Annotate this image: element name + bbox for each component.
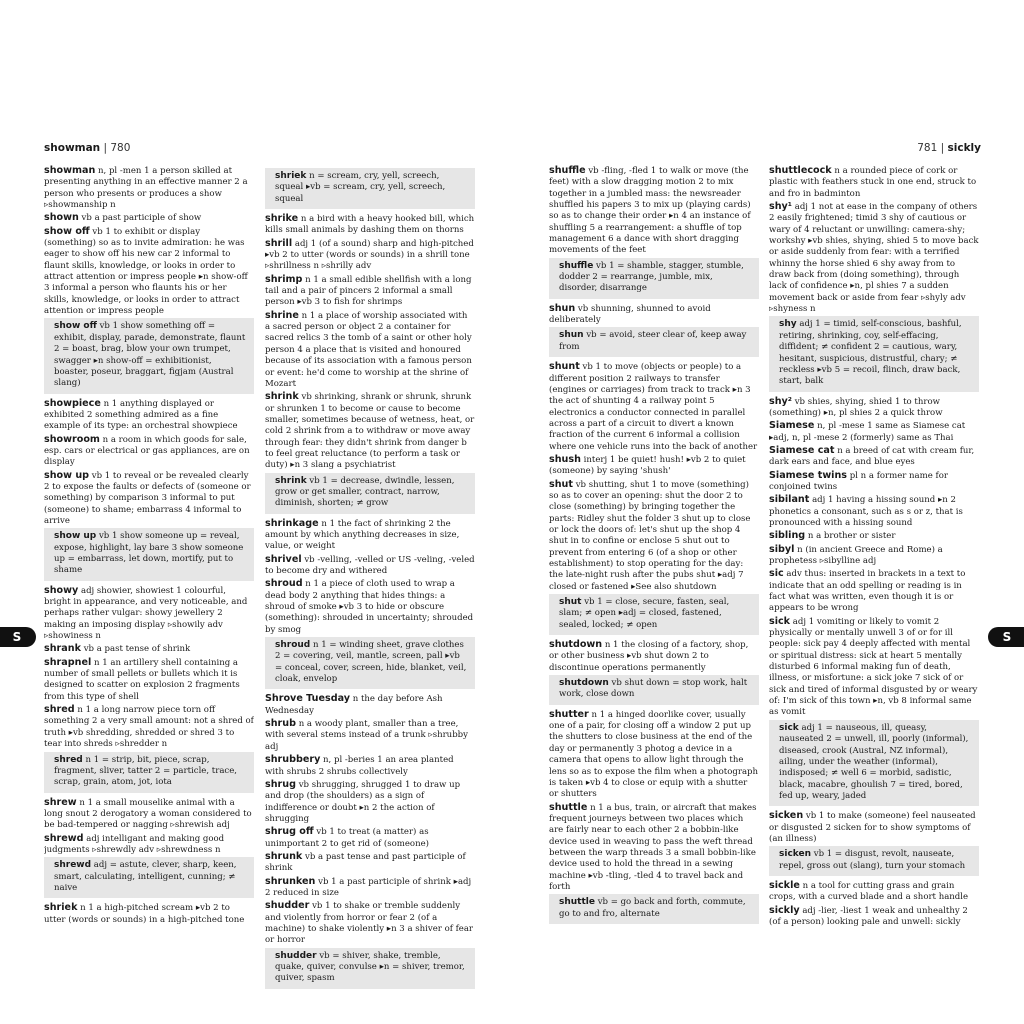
headword: sibling [769,530,806,542]
definition: vb shrugging, shrugged 1 to draw up and drop (the shoulders) as a sign of indifference or doubt ▸n 2 the action of shrugging [265,779,461,824]
dictionary-entry [265,693,475,717]
thesaurus-box [549,327,759,357]
definition: adj 1 (of a sound) sharp and high-pitched ▸vb 2 to utter (words or sounds) in a shrill tone ▹shrillness n ▹shrilly adv [265,238,474,272]
definition: n = scream, cry, yell, screech, squeal ▸vb = scream, cry, yell, screech, squeal [275,171,446,204]
definition: n 1 = winding sheet, grave clothes 2 = covering, veil, mantle, screen, pall ▸vb = conceal, cover, screen, hide, blanket, veil, cloak, envelop [275,640,467,685]
dictionary-entry [549,303,759,327]
headword: shuffle [549,165,586,176]
thesaurus-box [769,316,979,391]
headword: showman [44,165,96,176]
dictionary-entry [769,810,979,845]
definition: n 1 a piece of cloth used to wrap a dead body 2 anything that hides things: a shroud of smoke ▸vb 3 to hide or obscure (something): shrouded in uncertainty; shrouded by smog [265,579,474,635]
dictionary-entry [265,554,475,578]
headword: sicken [769,810,804,822]
headword: shun [559,330,584,341]
definition: vb -fling, -fled 1 to walk or move (the feet) with a slow dragging motion 2 to mix together in a jumbled mass: the newsreader shuffled his papers 3 to mix up (playing cards) so as to change their order ▸n 4 an instance of shuffling 5 a rearrangement: a shuffle of top management 6 a dance with short dragging movements of the feet [549,166,751,256]
headword: shrug [265,778,296,790]
thumb-index-tab-left: S [0,627,36,647]
definition: n 1 = strip, bit, piece, scrap, fragment, sliver, tatter 2 = particle, trace, scrap, grain, atom, jot, iota [54,754,237,788]
headword: show up [54,531,97,542]
headword: shy¹ [769,201,792,213]
dictionary-entry [265,754,475,778]
definition: n 1 a hinged doorlike cover, usually one of a pair, for closing off a window 2 put up the shutters to close business at the end of the day or permanently 3 photog a device in a camera that opens to allow light through the lens so as to expose the film when a photograph is taken ▸vb 4 to close or equip with a shutter or shutters [549,709,759,800]
definition: vb = shiver, shake, tremble, quake, quiver, convulse ▸n = shiver, tremor, quiver, spasm [275,950,465,984]
headword: show up [44,469,90,481]
headword: showroom [44,433,100,445]
dictionary-entry [44,398,254,433]
headword: shrewd [44,832,84,844]
right-page-number: 781 [917,142,938,154]
definition: vb 1 to make (someone) feel nauseated or disgusted 2 sicken for to show symptoms of (an illness) [769,811,976,844]
definition: vb = avoid, steer clear of, keep away from [559,330,747,352]
definition: vb 1 to reveal or be revealed clearly 2 to expose the faults or defects of (someone or something) by comparison 3 informal to put (someone) to shame; embarrass 4 informal to arrive [44,470,251,526]
dictionary-entry [549,639,759,674]
dictionary-entry [769,905,979,929]
definition: adj intelligant and making good judgments ▹shrewdly adv ▹shrewdness n [44,833,225,855]
dictionary-entry [265,213,475,237]
right-page-header: 781 | sickly [917,142,981,154]
dictionary-entry [265,900,475,946]
headword: shroud [265,578,303,590]
headword: shush [549,453,581,465]
dictionary-entry [265,851,475,875]
definition: vb shutting, shut 1 to move (something) so as to cover an opening: shut the door 2 to close (something) by bringing together the parts: Ridley shut the folder 3 shut up to close or lock the doors of: let's shut up the shop 4 shut in to confine or enclose 5 shut out to prevent from entering 6 (of a shop or other establishment) to stop operating for the day: the late-night rush after the pubs shut ▸adj 7 closed or fastened ▸See also shutdown [549,479,751,592]
definition: n 1 an artillery shell containing a number of small pellets or bullets which it is designed to scatter on explosion 2 fragments from this type of shell [44,657,240,702]
dictionary-entry [44,833,254,857]
definition: n 1 a place of worship associated with a sacred person or object 2 a container for sacred relics 3 the tomb of a saint or other holy person 4 a place that is visited and honoured because of its association with a famous person or event: he'd come to worship at the shrine of Mozart [265,310,472,389]
definition: n 1 a long narrow piece torn off something 2 a very small amount: not a shred of truth ▸vb shredding, shredded or shred 3 to tear into shreds ▹shredder n [44,705,254,750]
definition: n a rounded piece of cork or plastic with feathers stuck in one end, struck to and fro in badminton [769,166,977,199]
headword: shrubbery [265,754,321,766]
dictionary-entry [44,585,254,643]
thesaurus-box [549,594,759,635]
thesaurus-box [265,948,475,989]
dictionary-entry [549,165,759,257]
definition: vb a past participle of show [81,213,202,224]
headword: shy² [769,395,792,407]
headword: shriek [44,902,78,914]
dictionary-entry [769,544,979,568]
headword: sickly [769,904,800,916]
headword: shroud [275,640,311,651]
dictionary-entry [769,530,979,542]
headword: shut [549,478,573,490]
headword: shriek [275,171,307,181]
headword: sick [769,615,791,627]
headword: Siamese cat [769,444,835,456]
headword: shrunken [265,875,316,887]
definition: n a woody plant, smaller than a tree, with several stems instead of a trunk ▹shrubby adj [265,719,468,752]
headword: shrimp [265,273,303,285]
headword: Shrove Tuesday [265,693,350,705]
definition: pl n a former name for conjoined twins [769,470,948,492]
thesaurus-box [769,846,979,876]
headword: shudder [265,900,310,912]
definition: n 1 a bus, train, or aircraft that makes frequent journeys between two places which are fairly near to each other 2 a bobbin-like device used in weaving to pass the weft thread between the warp threads 3 a small bobbin-like device used to hold the thread in a sewing machine ▸vb -tling, -tled 4 to travel back and forth [549,802,757,892]
headword: shrewd [54,860,92,871]
definition: n, pl -beries 1 an area planted with shrubs 2 shrubs collectively [265,755,454,777]
dictionary-entry [265,578,475,636]
definition: n 1 the fact of shrinking 2 the amount by which anything decreases in size, value, or weight [265,518,460,552]
dictionary-entry [769,880,979,904]
dictionary-entry [44,165,254,211]
headword: shrew [44,796,77,808]
definition: n 1 anything displayed or exhibited 2 something admired as a fine example of its type: an orchestral showpiece [44,398,238,432]
headword: sick [779,722,799,733]
headword: sibilant [769,494,810,506]
dictionary-entry [265,876,475,900]
headword: sic [769,568,784,580]
definition: adj 1 not at ease in the company of others 2 easily frightened; timid 3 shy of cautious or wary of 4 reluctant or unwilling: camera-shy; workshy ▸vb shies, shying, shied 5 to move back or aside suddenly from fear: with a terrified whinny the horse shied 6 shy away from to draw back from (doing something), through lack of confidence ▸n, pl shies 7 a sudden movement back or aside from fear ▹shyly adv ▹shyness n [769,202,979,315]
definition: vb 1 show something off = exhibit, display, parade, demonstrate, flaunt 2 = boast, brag, blow your own trumpet, swagger ▸n show-off = exhibitionist, boaster, poseur, braggart, figjam (Austral slang) [54,321,246,389]
definition: vb -velling, -velled or US -veling, -veled to become dry and withered [265,554,475,576]
dictionary-entry [265,779,475,825]
headword: shutdown [559,678,609,689]
definition: n a breed of cat with cream fur, dark ears and face, and blue eyes [769,445,975,468]
column-3 [549,165,759,928]
dictionary-entry [44,212,254,224]
headword: shy [779,319,797,330]
left-page-number: 780 [110,142,131,154]
definition: n a bird with a heavy hooked bill, which kills small animals by dashing them on thorns [265,214,475,236]
headword: show off [44,225,90,237]
headword: shrine [265,309,299,321]
dictionary-entry [769,470,979,494]
dictionary-entry [769,165,979,200]
dictionary-entry [265,310,475,390]
dictionary-entry [44,226,254,318]
headword: Siamese [769,420,815,432]
dictionary-entry [769,396,979,420]
definition: adj 1 having a hissing sound ▸n 2 phonetics a consonant, such as s or z, that is pronounced with a hissing sound [769,495,963,528]
definition: vb 1 show someone up = reveal, expose, highlight, lay bare 3 show someone up = embarrass, let down, mortify, put to shame [54,531,244,576]
dictionary-entry [44,434,254,469]
dictionary-entry [549,709,759,801]
definition: n 1 a small mouselike animal with a long snout 2 derogatory a woman considered to be bad-tempered or nagging ▹shrewish adj [44,797,252,831]
headword: shrug off [265,826,314,838]
definition: vb 1 = disgust, revolt, nauseate, repel, gross out (slang), turn your stomach [779,849,966,871]
headword: shut [559,597,582,608]
thesaurus-box [265,473,475,514]
headword: shuttlecock [769,165,832,176]
headword: shrinkage [265,517,319,529]
column-2 [265,165,475,993]
dictionary-entry [44,470,254,528]
headword: shrink [275,475,307,486]
thesaurus-box [44,528,254,580]
headword: showpiece [44,397,101,409]
definition: n, pl -men 1 a person skilled at presenting anything in an effective manner 2 a person who presents or produces a show ▹showmanship n [44,166,248,211]
thesaurus-box [265,168,475,209]
definition: n, pl -mese 1 same as Siamese cat ▸adj, n, pl -mese 2 (formerly) same as Thai [769,421,966,443]
dictionary-entry [265,718,475,753]
definition: n a room in which goods for sale, esp. cars or electrical or gas appliances, are on display [44,434,250,468]
headword: show off [54,321,97,332]
headword: shrub [265,718,296,730]
headword: Siamese twins [769,469,848,481]
dictionary-entry [44,797,254,832]
column-4 [769,165,979,928]
dictionary-entry [265,826,475,850]
thesaurus-box [769,720,979,806]
dictionary-entry [549,361,759,453]
dictionary-entry [44,902,254,926]
headword: shuffle [559,260,594,271]
definition: vb 1 a past participle of shrink ▸adj 2 reduced in size [265,876,472,898]
headword: shrink [265,391,299,403]
left-guide-word: showman [44,142,101,154]
definition: adj 1 = nauseous, ill, queasy, nauseated 2 = unwell, ill, poorly (informal), diseased, crook (Austral, NZ informal), ailing, under the weather (informal), indisposed; ≠ well 6 = morbid, sadistic, black, macabre, ghoulish 7 = tired, bored, fed up, weary, jaded [779,722,969,801]
headword: shown [44,212,79,224]
definition: vb shrinking, shrank or shrunk, shrunk or shrunken 1 to become or cause to become smaller, sometimes because of wetness, heat, or cold 2 shrink from a to withdraw or move away through fear: they didn't shrink from danger b to feel great reluctance (to perform a task or duty) ▸n 3 slang a psychiatrist [265,392,475,471]
dictionary-entry [549,802,759,894]
headword: shred [54,754,83,765]
definition: adj 1 vomiting or likely to vomit 2 physically or mentally unwell 3 of or for ill people: sick pay 4 deeply affected with mental or spiritual distress: sick at heart 5 mentally disturbed 6 informal making fun of death, illness, or misfortune: a sick joke 7 sick of or sick and tired of informal disgusted by or weary of: I'm sick of this town ▸n, vb 8 informal same as vomit [769,616,978,718]
headword: sibyl [769,543,795,555]
definition: vb 1 = shamble, stagger, stumble, dodder 2 = rearrange, jumble, mix, disorder, disarrange [559,260,744,294]
definition: vb 1 to exhibit or display (something) so as to invite admiration: he was eager to show off his new car 2 informal to flaunt skills, knowledge, or looks in order to attract attention or impress people ▸n show-off 3 informal a person who flaunts his or her skills, knowledge, or looks in order to attract attention or impress people [44,226,248,317]
definition: vb shut down = stop work, halt work, close down [559,678,748,700]
dictionary-entry [769,201,979,315]
definition: adj = astute, clever, sharp, keen, smart, calculating, intelligent, cunning; ≠ naive [54,860,237,893]
headword: shun [549,302,576,314]
definition: adj showier, showiest 1 colourful, bright in appearance, and very noticeable, and perhaps rather vulgar: showy jewellery 2 making an imposing display ▹showily adv ▹showiness n [44,585,248,642]
headword: shrunk [265,850,303,862]
definition: vb a past tense of shrink [83,644,191,655]
headword: shuttle [549,801,588,813]
thesaurus-box [44,752,254,793]
definition: n 1 a small edible shellfish with a long tail and a pair of pincers 2 informal a small person ▸vb 3 to fish for shrimps [265,274,472,308]
definition: adj 1 = timid, self-conscious, bashful, retiring, shrinking, coy, self-effacing, diffident; ≠ confident 2 = cautious, wary, hesitant, suspicious, distrustful, chary; ≠ reckless ▸vb 5 = recoil, flinch, draw back, start, balk [779,319,962,387]
headword: shunt [549,361,580,373]
headword: shrike [265,213,299,225]
headword: shutdown [549,639,603,651]
dictionary-entry [265,238,475,273]
definition: adj -lier, -liest 1 weak and unhealthy 2 (of a person) looking pale and unwell: sickly [769,905,968,927]
dictionary-entry [769,568,979,614]
headword: shudder [275,950,317,961]
definition: n a tool for cutting grass and grain crops, with a curved blade and a short handle [769,880,969,903]
headword: showy [44,584,79,596]
headword: shrapnel [44,656,92,668]
definition: vb = go back and forth, commute, go to and fro, alternate [559,897,746,919]
headword: shrill [265,237,293,249]
definition: interj 1 be quiet! hush! ▸vb 2 to quiet (someone) by saying 'shush' [549,454,746,477]
column-1 [44,165,254,926]
definition: vb 1 to shake or tremble suddenly and violently from horror or fear 2 (of a machine) to shake violently ▸n 3 a shiver of fear or horror [265,901,474,946]
dictionary-entry [265,391,475,471]
definition: adv thus: inserted in brackets in a text to indicate that an odd spelling or reading is in fact what was written, even though it is or appears to be wrong [769,569,966,614]
dictionary-entry [44,643,254,655]
right-guide-word: sickly [947,142,981,154]
left-page-header: showman | 780 [44,142,131,154]
thumb-index-tab-right: S [988,627,1024,647]
thesaurus-box [44,318,254,393]
definition: n the day before Ash Wednesday [265,694,443,716]
thesaurus-box [44,857,254,898]
definition: vb a past tense and past participle of shrink [265,851,466,874]
definition: n (in ancient Greece and Rome) a prophetess ▹sibylline adj [769,544,943,566]
definition: vb shunning, shunned to avoid deliberately [549,303,711,326]
thesaurus-box [265,637,475,689]
headword: sickle [769,879,800,891]
thesaurus-box [549,894,759,924]
thesaurus-box [549,675,759,705]
dictionary-entry [549,479,759,593]
definition: vb shies, shying, shied 1 to throw (something) ▸n, pl shies 2 a quick throw [769,396,943,418]
headword: shuttle [559,897,595,908]
definition: n 1 a high-pitched scream ▸vb 2 to utter (words or sounds) in a high-pitched tone [44,903,245,925]
dictionary-entry [549,454,759,478]
definition: vb 1 to move (objects or people) to a different position 2 railways to transfer (engines or carriages) from track to track ▸n 3 the act of shunting 4 a railway point 5 electronics a conductor connected in parallel across a part of a circuit to divert a known fraction of the current 6 informal a collision where one vehicle runs into the back of another [549,362,758,452]
dictionary-entry [769,420,979,444]
dictionary-entry [769,616,979,719]
dictionary-entry [769,494,979,529]
definition: n 1 the closing of a factory, shop, or other business ▸vb shut down 2 to discontinue operations permanently [549,640,749,673]
dictionary-entry [44,704,254,750]
dictionary-entry [44,657,254,703]
dictionary-entry [769,445,979,469]
definition: n a brother or sister [807,531,896,542]
thesaurus-box [549,258,759,299]
definition: vb 1 to treat (a matter) as unimportant 2 to get rid of (someone) [265,827,429,849]
dictionary-entry [265,518,475,553]
headword: shrank [44,643,81,655]
dictionary-entry [265,274,475,309]
definition: vb 1 = close, secure, fasten, seal, slam; ≠ open ▸adj = closed, fastened, sealed, locked; ≠ open [559,597,730,630]
headword: shutter [549,708,589,720]
headword: shrivel [265,553,302,565]
headword: sicken [779,849,812,860]
headword: shred [44,704,75,716]
definition: vb 1 = decrease, dwindle, lessen, grow or get smaller, contract, narrow, diminish, shorten; ≠ grow [275,475,455,509]
